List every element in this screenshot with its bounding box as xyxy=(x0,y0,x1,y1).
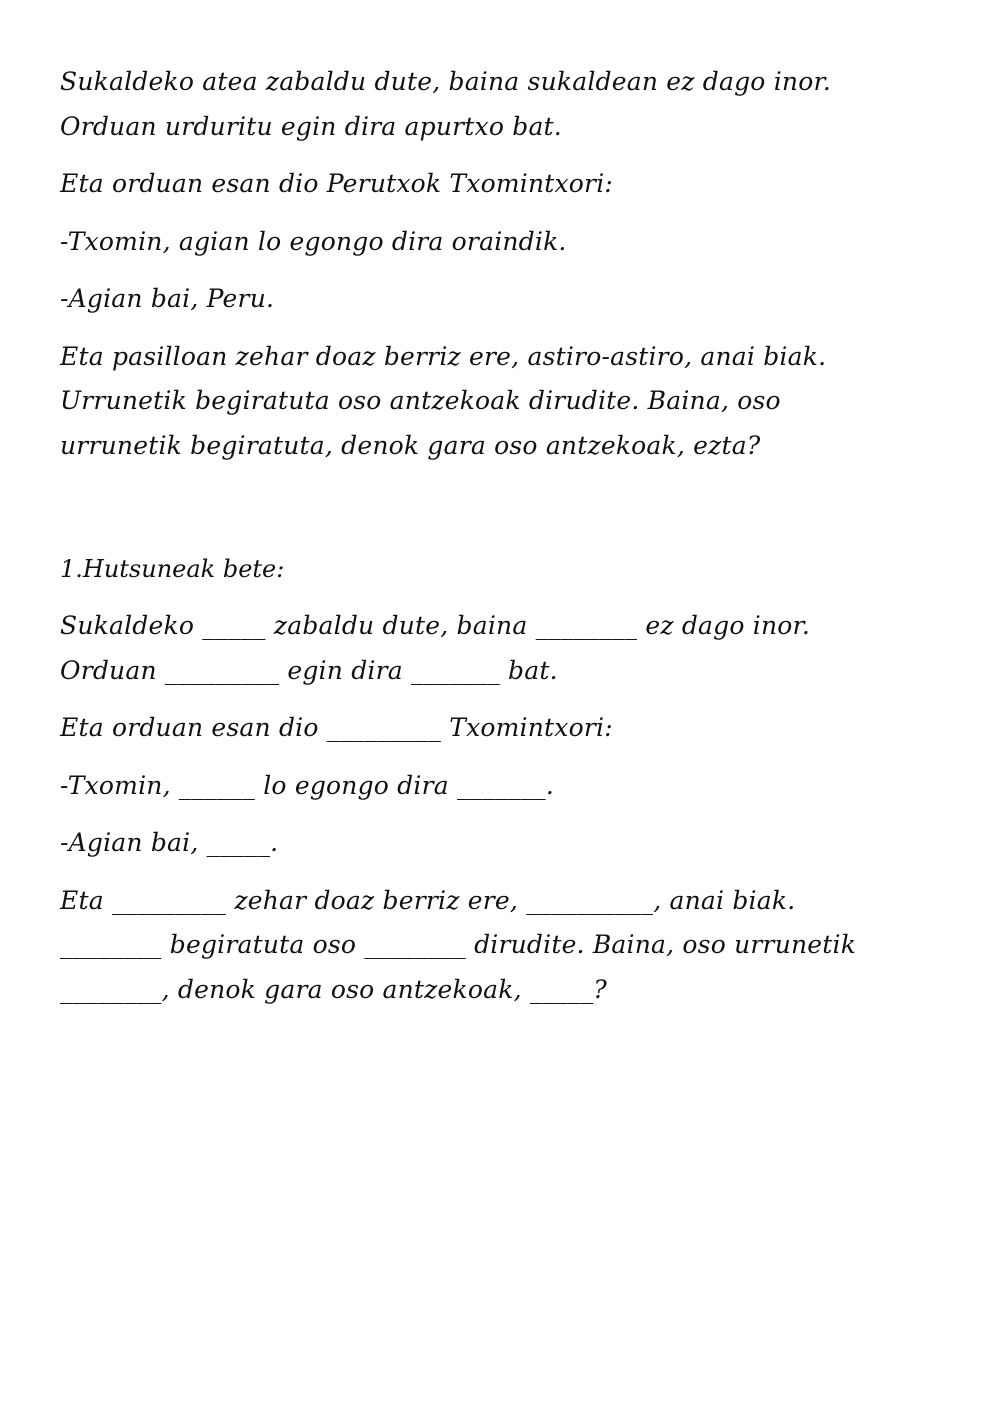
text-line: urrunetik begiratuta, denok gara oso antzekoak, ezta? xyxy=(60,430,761,460)
fill-blank-line: ________ begiratuta oso ________ dirudite. Baina, oso urrunetik xyxy=(60,930,857,959)
reading-paragraph-1 xyxy=(60,60,940,149)
text-line: Eta orduan esan dio Perutxok Txomintxori: xyxy=(60,169,614,198)
reading-paragraph-4 xyxy=(60,277,940,322)
fill-blank-line: Eta orduan esan dio _________ Txomintxori: xyxy=(60,713,613,742)
worksheet-content xyxy=(60,60,940,1025)
exercise-paragraph-5 xyxy=(60,879,940,1013)
fill-blank-line: -Txomin, ______ lo egongo dira _______. xyxy=(60,770,555,800)
fill-blank-line: ________, denok gara oso antzekoak, _____? xyxy=(60,974,607,1004)
fill-blank-line: Orduan _________ egin dira _______ bat. xyxy=(60,655,558,685)
reading-paragraph-2 xyxy=(60,162,940,207)
exercise-paragraph-2 xyxy=(60,706,940,751)
text-line: Eta pasilloan zehar doaz berriz ere, astiro-astiro, anai biak. xyxy=(60,341,827,371)
exercise-paragraph-3 xyxy=(60,764,940,809)
exercise-paragraph-4 xyxy=(60,821,940,866)
text-line: Urrunetik begiratuta oso antzekoak dirudite. Baina, oso xyxy=(60,386,781,415)
text-line: Orduan urduritu egin dira apurtxo bat. xyxy=(60,111,562,141)
fill-blank-line: -Agian bai, _____. xyxy=(60,828,279,857)
fill-blank-line: Sukaldeko _____ zabaldu dute, baina ________ ez dago inor. xyxy=(60,611,811,640)
fill-blank-line: Eta _________ zehar doaz berriz ere, __________, anai biak. xyxy=(60,885,796,915)
text-line: -Agian bai, Peru. xyxy=(60,284,275,313)
reading-paragraph-3 xyxy=(60,220,940,265)
reading-paragraph-5 xyxy=(60,335,940,469)
exercise-paragraph-1 xyxy=(60,604,940,693)
text-line: -Txomin, agian lo egongo dira oraindik. xyxy=(60,226,567,256)
exercise-heading: 1.Hutsuneak bete: xyxy=(60,555,285,583)
text-line: Sukaldeko atea zabaldu dute, baina sukaldean ez dago inor. xyxy=(60,67,831,96)
